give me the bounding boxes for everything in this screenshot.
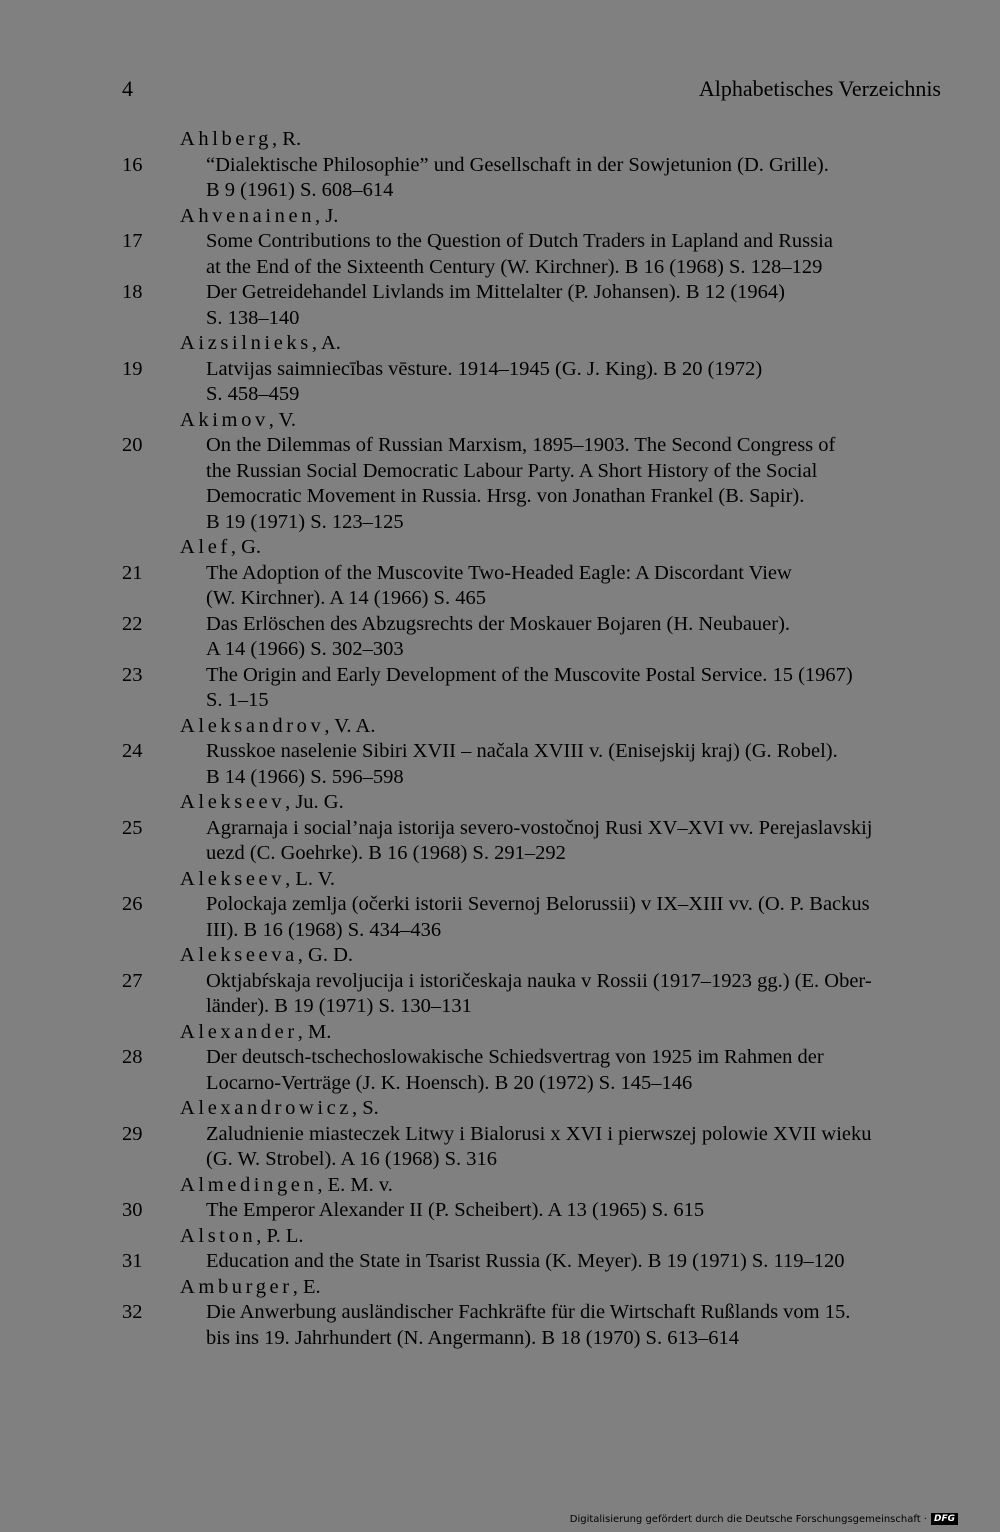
author-surname: Alef [180,536,231,558]
entry-citation: Polockaja zemlja (očerki istorii Severnoj Belorussii) v IX–XIII vv. (O. P. Backus III). B 16 (1968) S. 434–436 [206,893,870,941]
entry-citation: Some Contributions to the Question of Dutch Traders in Lapland and Russia at the End of the Sixteenth Century (W. Kirchner). B 16 (1968) S. 128–129 [206,230,833,278]
index-listing [0,127,1000,1351]
entry-citation: Agrarnaja i social’naja istorija severo-vostočnoj Rusi XV–XVI vv. Perejaslavskij uezd (C. Goehrke). B 16 (1968) S. 291–292 [206,816,873,864]
entry-number: 20 [122,434,143,456]
index-entry [0,229,1000,280]
entry-citation: The Origin and Early Development of the Muscovite Postal Service. 15 (1967) S. 1–15 [206,663,853,711]
author-surname: Aizsilnieks [180,332,312,354]
author-given-name: , V. [268,408,296,431]
index-entry [0,1300,1000,1351]
index-entry [0,892,1000,943]
digitization-credit [570,1513,958,1525]
author-surname: Alekseeva [180,944,298,966]
author-surname: Ahlberg [180,128,273,150]
author-heading [0,1020,1000,1046]
author-heading [0,714,1000,740]
index-entry [0,280,1000,331]
author-surname: Aleksandrov [180,714,325,737]
entry-citation: The Adoption of the Muscovite Two-Headed Eagle: A Discordant View (W. Kirchner). A 14 (1966) S. 465 [206,561,792,609]
author-given-name: , P. L. [256,1224,304,1247]
index-entry [0,433,1000,535]
entry-citation: Oktjabŕskaja revoljucija i istoričeskaja nauka v Rossii (1917–1923 gg.) (E. Ober- länder). B 19 (1971) S. 130–131 [206,969,872,1017]
entry-number: 28 [122,1046,143,1068]
author-surname: Amburger [180,1275,293,1298]
author-given-name: , E. M. v. [317,1173,393,1196]
author-heading [0,943,1000,969]
index-entry [0,1122,1000,1173]
page-number: 4 [122,76,133,101]
author-heading [0,790,1000,816]
entry-citation: Latvijas saimniecības vēsture. 1914–1945 (G. J. King). B 20 (1972) S. 458–459 [206,357,763,405]
entry-number: 30 [122,1199,143,1221]
index-entry [0,561,1000,612]
author-surname: Alston [180,1224,257,1247]
entry-number: 16 [122,153,143,176]
author-heading [0,867,1000,893]
index-entry [0,816,1000,867]
entry-number: 29 [122,1122,143,1145]
author-given-name: , V. A. [324,714,376,737]
entry-number: 32 [122,1301,143,1323]
author-heading [0,1275,1000,1301]
entry-number: 24 [122,740,143,762]
index-entry [0,1249,1000,1275]
author-heading [0,127,1000,153]
index-entry [0,969,1000,1020]
author-given-name: , M. [297,1020,332,1043]
index-entry [0,663,1000,714]
entry-number: 27 [122,969,143,992]
author-given-name: , L. V. [285,867,336,890]
entry-citation: The Emperor Alexander II (P. Scheibert). A 13 (1965) S. 615 [206,1199,705,1221]
author-surname: Almedingen [180,1173,318,1196]
author-given-name: , S. [352,1097,379,1119]
entry-number: 31 [122,1250,143,1272]
index-entry [0,739,1000,790]
author-surname: Ahvenainen [180,204,316,227]
entry-citation: Das Erlöschen des Abzugsrechts der Moskauer Bojaren (H. Neubauer). A 14 (1966) S. 302–303 [206,612,791,660]
author-heading [0,1224,1000,1250]
entry-citation: Die Anwerbung ausländischer Fachkräfte für die Wirtschaft Rußlands vom 15. bis ins 19. Jahrhundert (N. Angermann). B 18 (1970) S. 613–614 [206,1301,851,1349]
entry-citation: “Dialektische Philosophie” und Gesellschaft in der Sowjetunion (D. Grille). B 9 (1961) S. 608–614 [206,153,829,201]
running-head: Alphabetisches Verzeichnis [698,76,941,101]
entry-number: 26 [122,893,143,915]
author-given-name: , G. [230,536,262,558]
author-heading [0,331,1000,357]
author-given-name: , E. [292,1275,321,1298]
author-surname: Alexandrowicz [180,1097,353,1119]
entry-number: 19 [122,357,143,380]
author-surname: Alexander [180,1020,298,1043]
author-surname: Alekseev [180,867,286,890]
author-surname: Akimov [180,408,269,431]
index-entry [0,612,1000,663]
entry-citation: On the Dilemmas of Russian Marxism, 1895–1903. The Second Congress of the Russian Social Democratic Labour Party. A Short History of the Social Democratic Movement in Russia. Hrsg. von Jonathan Frankel (B. Sapir). B 19 (1971) S. 123–125 [206,434,836,533]
author-given-name: , A. [311,332,341,354]
index-entry [0,1045,1000,1096]
entry-citation: Zaludnienie miasteczek Litwy i Bialorusi x XVI i pierwszej polowie XVII wieku (G. W. Strobel). A 16 (1968) S. 316 [206,1122,872,1170]
entry-number: 25 [122,816,143,839]
entry-number: 17 [122,230,143,252]
author-given-name: , R. [272,128,302,150]
entry-citation: Education and the State in Tsarist Russia (K. Meyer). B 19 (1971) S. 119–120 [206,1250,845,1272]
author-heading [0,1173,1000,1199]
index-entry [0,1198,1000,1224]
entry-citation: Russkoe naselenie Sibiri XVII – načala XVIII v. (Enisejskij kraj) (G. Robel). B 14 (1966) S. 596–598 [206,740,838,788]
entry-number: 21 [122,561,143,584]
author-surname: Alekseev [180,791,286,813]
entry-number: 23 [122,663,143,686]
entry-number: 22 [122,612,143,635]
entry-citation: Der deutsch-tschechoslowakische Schiedsvertrag von 1925 im Rahmen der Locarno-Verträge (J. K. Hoensch). B 20 (1972) S. 145–146 [206,1046,824,1094]
author-given-name: , G. D. [297,944,354,966]
author-heading [0,204,1000,230]
author-heading [0,535,1000,561]
dfg-logo: DFG [931,1513,958,1525]
author-given-name: , J. [315,204,339,227]
footer-text: Digitalisierung gefördert durch die Deutsche Forschungsgemeinschaft · [569,1513,927,1525]
entry-number: 18 [122,281,143,303]
index-entry [0,153,1000,204]
author-given-name: , Ju. G. [285,791,344,813]
author-heading [0,1096,1000,1122]
index-entry [0,357,1000,408]
entry-citation: Der Getreidehandel Livlands im Mittelalter (P. Johansen). B 12 (1964) S. 138–140 [206,281,785,329]
author-heading [0,408,1000,434]
